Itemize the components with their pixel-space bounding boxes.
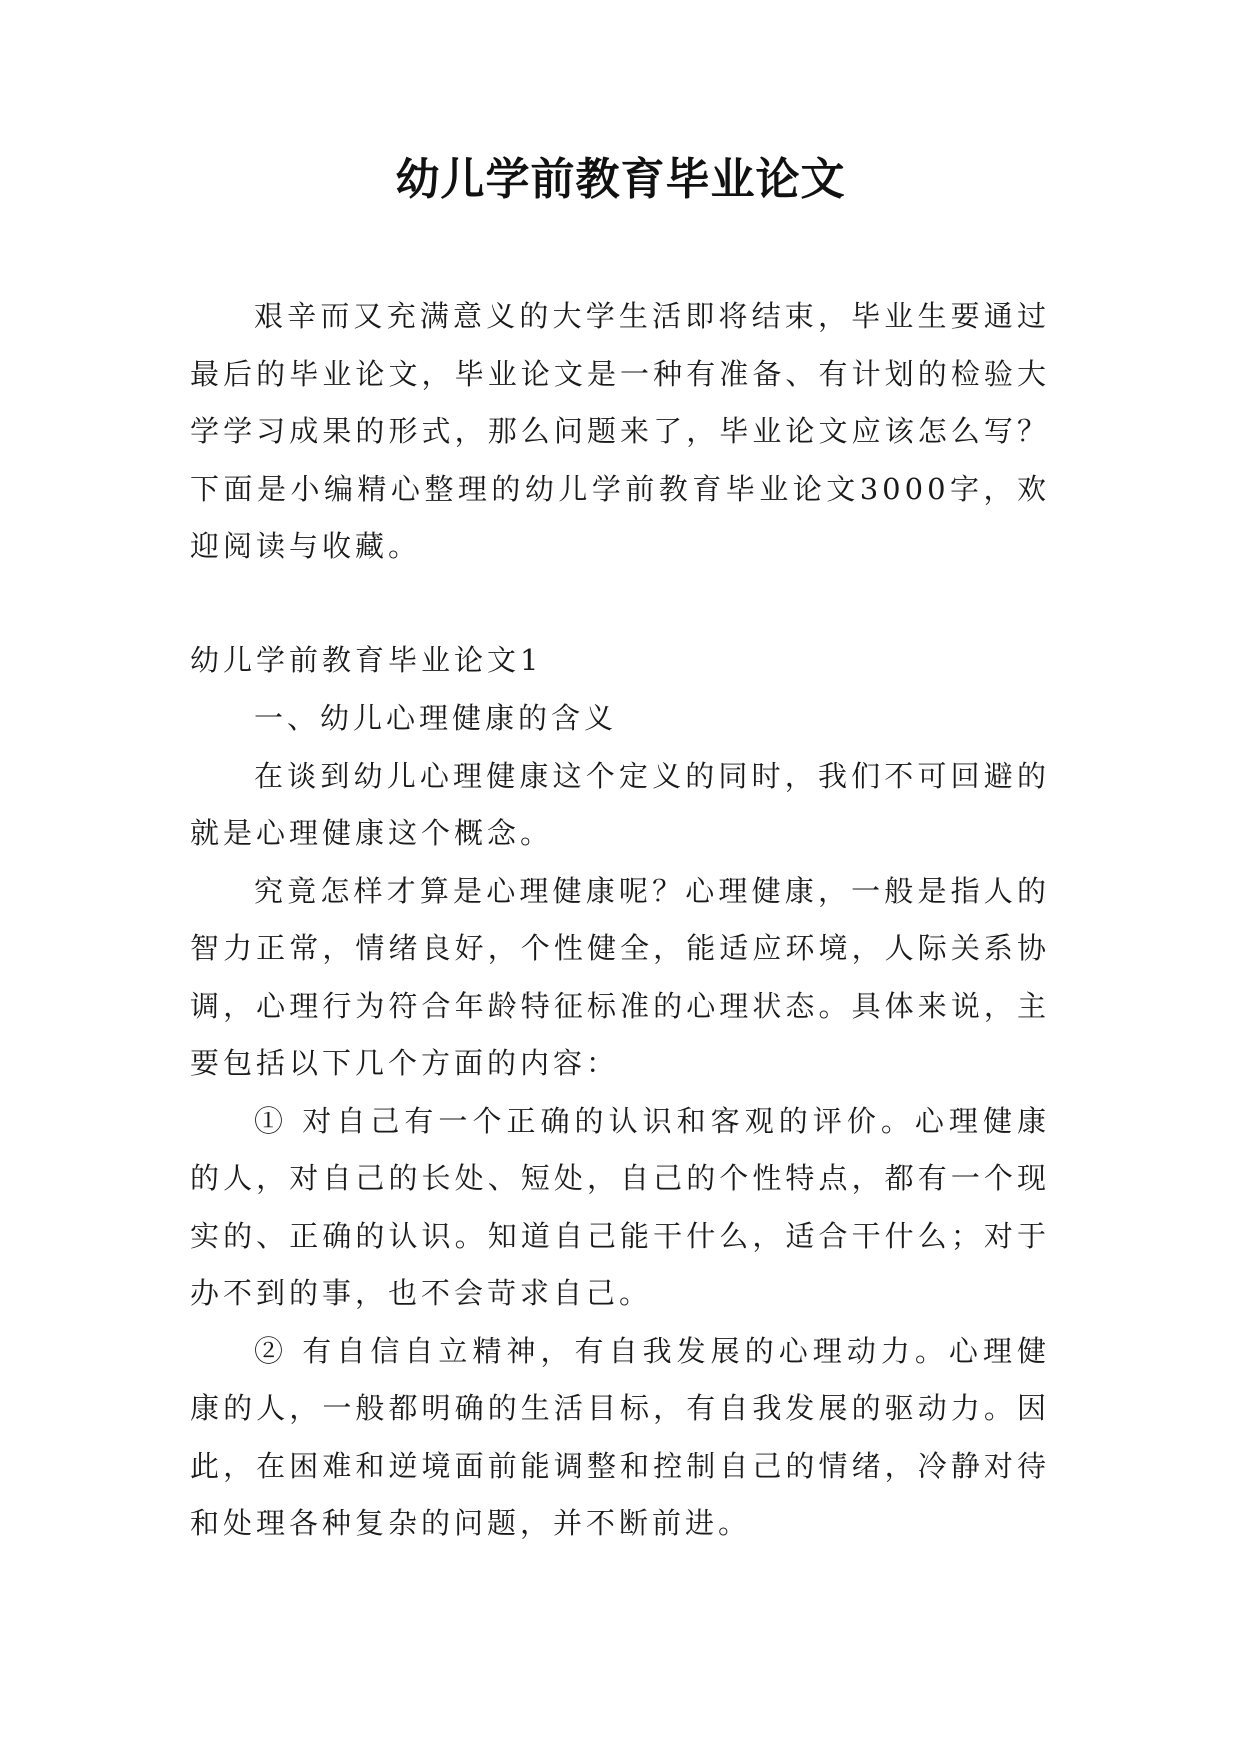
- paragraph-point-2: ② 有自信自立精神，有自我发展的心理动力。心理健康的人，一般都明确的生活目标，有自我发展的驱动力。因此，在困难和逆境面前能调整和控制自己的情绪，冷静对待和处理各种复杂的问题，并不断前进。: [190, 1333, 1050, 1540]
- paragraph-what-is-health: 究竟怎样才算是心理健康呢？心理健康，一般是指人的智力正常，情绪良好，个性健全，能适应环境，人际关系协调，心理行为符合年龄特征标准的心理状态。具体来说，主要包括以下几个方面的内容：: [190, 873, 1050, 1080]
- document-title: 幼儿学前教育毕业论文: [395, 154, 846, 205]
- section-heading: [190, 632, 1050, 690]
- paragraph-definition: 在谈到幼儿心理健康这个定义的同时，我们不可回避的就是心理健康这个概念。: [190, 758, 1050, 850]
- paragraph-point-1: ① 对自己有一个正确的认识和客观的评价。心理健康的人，对自己的长处、短处，自己的个性特点，都有一个现实的、正确的认识。知道自己能干什么，适合干什么；对于办不到的事，也不会苛求自己。: [190, 1103, 1050, 1310]
- section-body: [190, 690, 1050, 1553]
- intro-text: 艰辛而又充满意义的大学生活即将结束，毕业生要通过最后的毕业论文，毕业论文是一种有准备、有计划的检验大学学习成果的形式，那么问题来了，毕业论文应该怎么写？下面是小编精心整理的幼儿学前教育毕业论文3000字，欢迎阅读与收藏。: [190, 299, 1050, 563]
- subheading-mental-health-meaning: 一、幼儿心理健康的含义: [254, 701, 618, 735]
- section-heading-text: 幼儿学前教育毕业论文1: [190, 643, 543, 677]
- intro-paragraph: [190, 288, 1050, 576]
